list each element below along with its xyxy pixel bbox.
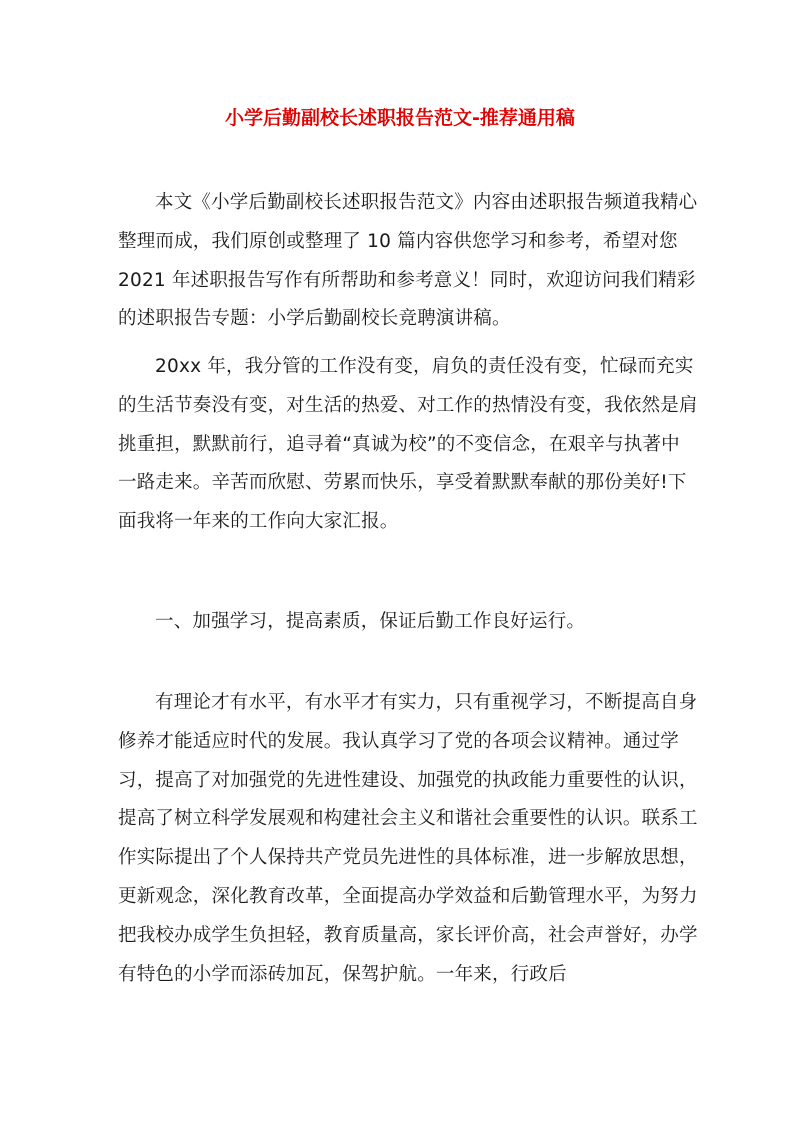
intro-paragraph: 本文《小学后勤副校长述职报告范文》内容由述职报告频道我精心整理而成，我们原创或整理了 10 篇内容供您学习和参考，希望对您 2021 年述职报告写作有所帮助和参考意义！同时，欢迎访问我们精彩的述职报告专题：小学后勤副校长竞聘演讲稿。: [118, 192, 698, 330]
summary-paragraph: 20xx 年，我分管的工作没有变，肩负的责任没有变，忙碌而充实的生活节奏没有变，对生活的热爱、对工作的热情没有变，我依然是肩挑重担，默默前行，追寻着“真诚为校”的不变信念，在艰辛与执著中一路走来。辛苦而欣慰、劳累而快乐，享受着默默奉献的那份美好!下面我将一年来的工作向大家汇报。: [118, 356, 698, 533]
document-title: 小学后勤副校长述职报告范文-推荐通用稿: [225, 107, 575, 129]
section-heading: 一、加强学习，提高素质，保证后勤工作良好运行。: [155, 611, 586, 632]
section-paragraph: 有理论才有水平，有水平才有实力，只有重视学习，不断提高自身修养才能适应时代的发展。我认真学习了党的各项会议精神。通过学习，提高了对加强党的先进性建设、加强党的执政能力重要性的认识，提高了树立科学发展观和构建社会主义和谐社会重要性的认识。联系工作实际提出了个人保持共产党员先进性的具体标准，进一步解放思想，更新观念，深化教育改革，全面提高办学效益和后勤管理水平，为努力把我校办成学生负担轻，教育质量高，家长评价高，社会声誉好，办学有特色的小学而添砖加瓦，保驾护航。一年来，行政后: [118, 692, 698, 985]
